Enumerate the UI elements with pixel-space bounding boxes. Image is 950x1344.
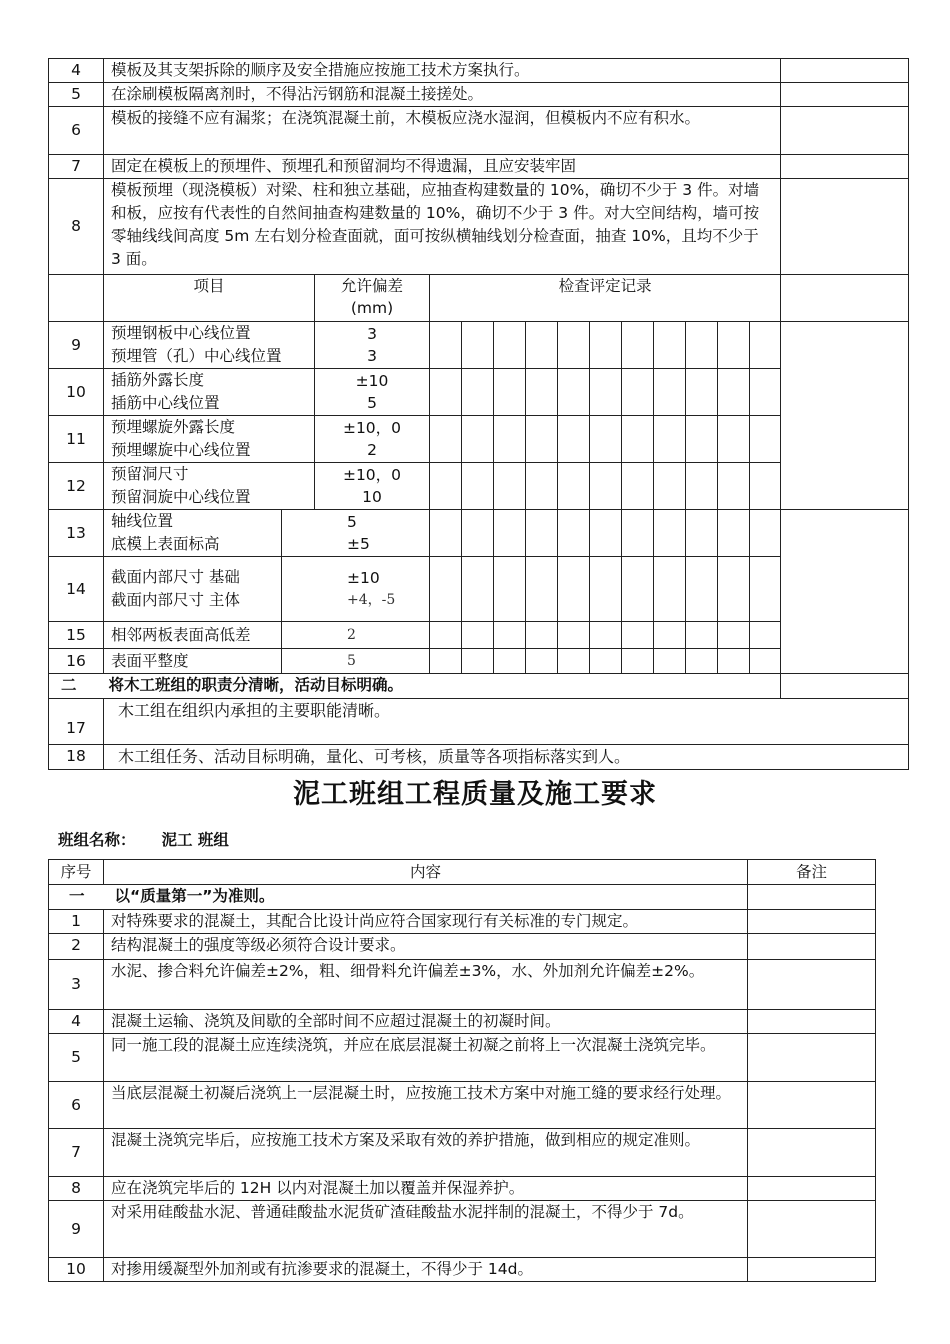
record-cell xyxy=(654,622,686,649)
tolerance-value xyxy=(315,369,430,416)
table-row xyxy=(49,463,909,510)
record-cell xyxy=(718,416,750,463)
check-item xyxy=(104,369,315,416)
row-number: 4 xyxy=(49,59,104,83)
record-cell xyxy=(430,416,462,463)
requirement-text: 水泥、掺合料允许偏差±2%，粗、细骨料允许偏差±3%，水、外加剂允许偏差±2%。 xyxy=(104,960,748,1010)
section-text: 以“质量第一”为准则。 xyxy=(114,887,275,905)
table-row xyxy=(49,155,909,179)
team-label: 班组名称： xyxy=(58,831,136,849)
cell-line: 表面平整度 xyxy=(111,651,189,670)
table-row xyxy=(49,934,876,960)
record-cell xyxy=(686,369,718,416)
record-cell xyxy=(462,649,494,674)
tolerance-value xyxy=(282,622,430,649)
remark-cell xyxy=(748,1082,876,1129)
record-cell xyxy=(430,463,462,510)
table-row xyxy=(49,699,909,745)
cell-line: 3 xyxy=(367,325,377,343)
record-cell xyxy=(526,649,558,674)
cell-line: 5 xyxy=(347,653,356,669)
table-row xyxy=(49,622,909,649)
blank-cell xyxy=(49,275,104,322)
table-row xyxy=(49,960,876,1010)
remark-cell xyxy=(748,910,876,934)
section-number: 一 xyxy=(69,887,85,905)
record-cell xyxy=(558,463,590,510)
record-cell xyxy=(718,649,750,674)
remark-cell xyxy=(748,1010,876,1034)
record-cell xyxy=(750,622,781,649)
requirement-text: 应在浇筑完毕后的 12H 以内对混凝土加以覆盖并保湿养护。 xyxy=(104,1177,748,1201)
record-cell xyxy=(654,322,686,369)
cell-line: 3 xyxy=(367,347,377,365)
record-cell xyxy=(686,463,718,510)
row-number: 13 xyxy=(49,510,104,557)
check-item xyxy=(104,510,282,557)
record-cell xyxy=(494,463,526,510)
record-cell xyxy=(558,416,590,463)
record-cell xyxy=(750,649,781,674)
requirement-text: 模板的接缝不应有漏浆；在浇筑混凝土前，木模板应浇水湿润，但模板内不应有积水。 xyxy=(104,107,781,155)
masonry-requirements-table xyxy=(48,859,876,1282)
record-cell xyxy=(462,369,494,416)
cell-line: 2 xyxy=(367,441,377,459)
remark-cell xyxy=(781,155,909,179)
record-cell xyxy=(654,557,686,622)
record-cell xyxy=(622,510,654,557)
record-cell xyxy=(526,416,558,463)
header-no: 序号 xyxy=(49,860,104,885)
row-number: 6 xyxy=(49,107,104,155)
remark-cell xyxy=(781,179,909,275)
record-cell xyxy=(590,649,622,674)
requirement-text: 模板预埋（现浇模板）对梁、柱和独立基础，应抽查构建数量的 10%，确切不少于 3 件。对墙和板，应按有代表性的自然间抽查构建数量的 10%，确切不少于 3 件。对大空间结构，墙可按零轴线线间高度 5m 左右划分检查面就，面可按纵横轴线划分检查面，抽查 10%，且均不少于 3 面。 xyxy=(104,179,781,275)
page-title: 泥工班组工程质量及施工要求 xyxy=(293,779,657,810)
cell-line: 插筋外露长度 xyxy=(111,371,205,389)
table-row xyxy=(49,910,876,934)
tolerance-value xyxy=(282,510,430,557)
record-cell xyxy=(430,622,462,649)
record-cell xyxy=(622,369,654,416)
remark-cell xyxy=(748,885,876,910)
record-cell xyxy=(622,463,654,510)
cell-line: ±10 xyxy=(355,372,389,390)
record-cell xyxy=(622,622,654,649)
table-row xyxy=(49,860,876,885)
cell-line: 预留洞尺寸 xyxy=(111,465,189,483)
record-cell xyxy=(622,649,654,674)
section-number: 二 xyxy=(61,676,77,694)
check-item xyxy=(104,322,315,369)
requirement-text: 对掺用缓凝型外加剂或有抗渗要求的混凝土，不得少于 14d。 xyxy=(104,1258,748,1282)
requirement-text: 结构混凝土的强度等级必须符合设计要求。 xyxy=(104,934,748,960)
table-row xyxy=(49,510,909,557)
table-row xyxy=(49,1034,876,1082)
record-cell xyxy=(686,416,718,463)
record-cell xyxy=(558,649,590,674)
record-cell xyxy=(750,369,781,416)
record-cell xyxy=(718,510,750,557)
cell-line: ±5 xyxy=(347,535,370,553)
cell-line: ±10，0 xyxy=(342,466,402,484)
duty-text: 木工组在组织内承担的主要职能清晰。 xyxy=(104,699,909,745)
record-cell xyxy=(590,510,622,557)
record-cell xyxy=(430,369,462,416)
record-cell xyxy=(494,622,526,649)
remark-cell xyxy=(748,1034,876,1082)
row-number: 9 xyxy=(49,322,104,369)
cell-line: +4，-5 xyxy=(347,592,396,608)
row-number: 18 xyxy=(49,745,104,770)
check-item xyxy=(104,416,315,463)
cell-line: 5 xyxy=(367,394,377,412)
record-cell xyxy=(718,557,750,622)
table-row xyxy=(49,885,876,910)
check-item xyxy=(104,622,282,649)
table-row xyxy=(49,1010,876,1034)
row-number: 2 xyxy=(49,934,104,960)
cell-line: ±10 xyxy=(347,569,380,587)
row-number: 1 xyxy=(49,910,104,934)
remark-cell xyxy=(781,674,909,699)
record-cell xyxy=(718,463,750,510)
record-cell xyxy=(590,416,622,463)
record-cell xyxy=(686,622,718,649)
table-row xyxy=(49,322,909,369)
row-number: 5 xyxy=(49,1034,104,1082)
row-number: 7 xyxy=(49,1129,104,1177)
requirement-text: 模板及其支架拆除的顺序及安全措施应按施工技术方案执行。 xyxy=(104,59,781,83)
cell-line: 相邻两板表面高低差 xyxy=(111,625,251,644)
record-cell xyxy=(430,322,462,369)
tolerance-label: 允许偏差 xyxy=(340,277,403,295)
record-cell xyxy=(462,322,494,369)
requirement-text: 同一施工段的混凝土应连续浇筑，并应在底层混凝土初凝之前将上一次混凝土浇筑完毕。 xyxy=(104,1034,748,1082)
check-item xyxy=(104,649,282,674)
header-content: 内容 xyxy=(104,860,748,885)
record-cell xyxy=(494,557,526,622)
record-cell xyxy=(622,322,654,369)
record-cell xyxy=(494,322,526,369)
tolerance-value xyxy=(315,416,430,463)
tolerance-value xyxy=(282,649,430,674)
record-cell xyxy=(654,369,686,416)
cell-line: 底模上表面标高 xyxy=(111,535,220,553)
cell-line: 10 xyxy=(362,488,382,506)
record-cell xyxy=(718,369,750,416)
tolerance-header xyxy=(315,275,430,322)
remark-cell xyxy=(781,510,909,674)
cell-line: 预埋螺旋中心线位置 xyxy=(111,441,251,459)
record-cell xyxy=(654,510,686,557)
team-value: 泥工 班组 xyxy=(161,831,229,849)
record-cell xyxy=(558,369,590,416)
requirement-text: 在涂刷模板隔离剂时，不得沾污钢筋和混凝土接搓处。 xyxy=(104,83,781,107)
record-cell xyxy=(750,463,781,510)
row-number: 10 xyxy=(49,1258,104,1282)
row-number: 11 xyxy=(49,416,104,463)
cell-line: ±10，0 xyxy=(342,419,402,437)
table-row xyxy=(49,1129,876,1177)
remark-cell xyxy=(781,275,909,322)
record-cell xyxy=(494,510,526,557)
record-cell xyxy=(750,557,781,622)
record-cell xyxy=(526,369,558,416)
remark-cell xyxy=(781,59,909,83)
record-cell xyxy=(462,463,494,510)
record-cell xyxy=(526,322,558,369)
table-row xyxy=(49,1201,876,1258)
cell-line: 插筋中心线位置 xyxy=(111,394,220,412)
table-row xyxy=(49,745,909,770)
requirement-text: 当底层混凝土初凝后浇筑上一层混凝土时，应按施工技术方案中对施工缝的要求经行处理。 xyxy=(104,1082,748,1129)
cell-line: 预埋钢板中心线位置 xyxy=(111,324,251,342)
tolerance-value xyxy=(282,557,430,622)
row-number: 8 xyxy=(49,179,104,275)
record-cell xyxy=(750,510,781,557)
row-number: 16 xyxy=(49,649,104,674)
record-cell xyxy=(590,463,622,510)
cell-line: 预埋管（孔）中心线位置 xyxy=(111,347,282,365)
record-cell xyxy=(686,557,718,622)
record-cell xyxy=(462,510,494,557)
record-cell xyxy=(622,416,654,463)
team-name-line xyxy=(58,828,229,850)
row-number: 7 xyxy=(49,155,104,179)
remark-cell xyxy=(748,1129,876,1177)
row-number: 12 xyxy=(49,463,104,510)
remark-cell xyxy=(748,960,876,1010)
item-header: 项目 xyxy=(104,275,315,322)
record-cell xyxy=(430,510,462,557)
table-row xyxy=(49,179,909,275)
record-cell xyxy=(526,622,558,649)
requirement-text: 混凝土运输、浇筑及间歇的全部时间不应超过混凝土的初凝时间。 xyxy=(104,1010,748,1034)
row-number: 5 xyxy=(49,83,104,107)
cell-line: 预留洞旋中心线位置 xyxy=(111,488,251,506)
table-row xyxy=(49,649,909,674)
requirement-text: 对采用硅酸盐水泥、普通硅酸盐水泥货矿渣硅酸盐水泥拌制的混凝土，不得少于 7d。 xyxy=(104,1201,748,1258)
record-cell xyxy=(686,649,718,674)
row-number: 17 xyxy=(49,699,104,745)
remark-cell xyxy=(748,1177,876,1201)
record-cell xyxy=(686,510,718,557)
record-cell xyxy=(430,649,462,674)
table-row xyxy=(49,1177,876,1201)
duty-text: 木工组任务、活动目标明确，量化、可考核，质量等各项指标落实到人。 xyxy=(104,745,909,770)
record-cell xyxy=(494,369,526,416)
row-number: 4 xyxy=(49,1010,104,1034)
header-remark: 备注 xyxy=(748,860,876,885)
remark-cell xyxy=(781,322,909,510)
tolerance-value xyxy=(315,463,430,510)
record-cell xyxy=(654,416,686,463)
requirement-text: 固定在模板上的预埋件、预埋孔和预留洞均不得遗漏，且应安装牢固 xyxy=(104,155,781,179)
table-row xyxy=(49,674,909,699)
table-row xyxy=(49,1082,876,1129)
record-cell xyxy=(718,322,750,369)
record-cell xyxy=(590,557,622,622)
table-row xyxy=(49,107,909,155)
record-cell xyxy=(526,557,558,622)
row-number: 15 xyxy=(49,622,104,649)
section-heading xyxy=(49,674,781,699)
record-cell xyxy=(558,557,590,622)
cell-line: 预埋螺旋外露长度 xyxy=(111,418,236,436)
table-row xyxy=(49,416,909,463)
record-cell xyxy=(494,649,526,674)
cell-line: 5 xyxy=(347,513,357,531)
check-item xyxy=(104,463,315,510)
record-cell xyxy=(590,622,622,649)
record-cell xyxy=(462,416,494,463)
record-cell xyxy=(558,510,590,557)
remark-cell xyxy=(748,1258,876,1282)
tolerance-unit: (mm) xyxy=(350,299,394,317)
table-row xyxy=(49,369,909,416)
table-row xyxy=(49,83,909,107)
requirement-text: 对特殊要求的混凝土，其配合比设计尚应符合国家现行有关标准的专门规定。 xyxy=(104,910,748,934)
cell-line: 截面内部尺寸 主体 xyxy=(111,591,240,609)
section-heading xyxy=(49,885,748,910)
table-row xyxy=(49,59,909,83)
table-row xyxy=(49,1258,876,1282)
remark-cell xyxy=(748,934,876,960)
record-cell xyxy=(494,416,526,463)
formwork-requirements-table xyxy=(48,58,909,770)
cell-line: 截面内部尺寸 基础 xyxy=(111,568,240,586)
record-cell xyxy=(462,622,494,649)
row-number: 8 xyxy=(49,1177,104,1201)
row-number: 9 xyxy=(49,1201,104,1258)
record-cell xyxy=(686,322,718,369)
remark-cell xyxy=(781,107,909,155)
row-number: 14 xyxy=(49,557,104,622)
table-row xyxy=(49,275,909,322)
table-row xyxy=(49,557,909,622)
row-number: 6 xyxy=(49,1082,104,1129)
record-cell xyxy=(590,322,622,369)
row-number: 10 xyxy=(49,369,104,416)
record-cell xyxy=(750,322,781,369)
remark-cell xyxy=(781,83,909,107)
check-item xyxy=(104,557,282,622)
record-cell xyxy=(654,463,686,510)
record-cell xyxy=(622,557,654,622)
requirement-text: 混凝土浇筑完毕后，应按施工技术方案及采取有效的养护措施，做到相应的规定准则。 xyxy=(104,1129,748,1177)
section-text: 将木工班组的职责分清晰，活动目标明确。 xyxy=(108,676,404,694)
cell-line: 2 xyxy=(347,627,356,643)
record-cell xyxy=(590,369,622,416)
record-cell xyxy=(718,622,750,649)
remark-cell xyxy=(748,1201,876,1258)
cell-line: 轴线位置 xyxy=(111,512,174,530)
record-header: 检查评定记录 xyxy=(430,275,781,322)
tolerance-value xyxy=(315,322,430,369)
record-cell xyxy=(558,322,590,369)
record-cell xyxy=(654,649,686,674)
record-cell xyxy=(750,416,781,463)
row-number: 3 xyxy=(49,960,104,1010)
record-cell xyxy=(526,510,558,557)
record-cell xyxy=(526,463,558,510)
record-cell xyxy=(430,557,462,622)
record-cell xyxy=(558,622,590,649)
record-cell xyxy=(462,557,494,622)
